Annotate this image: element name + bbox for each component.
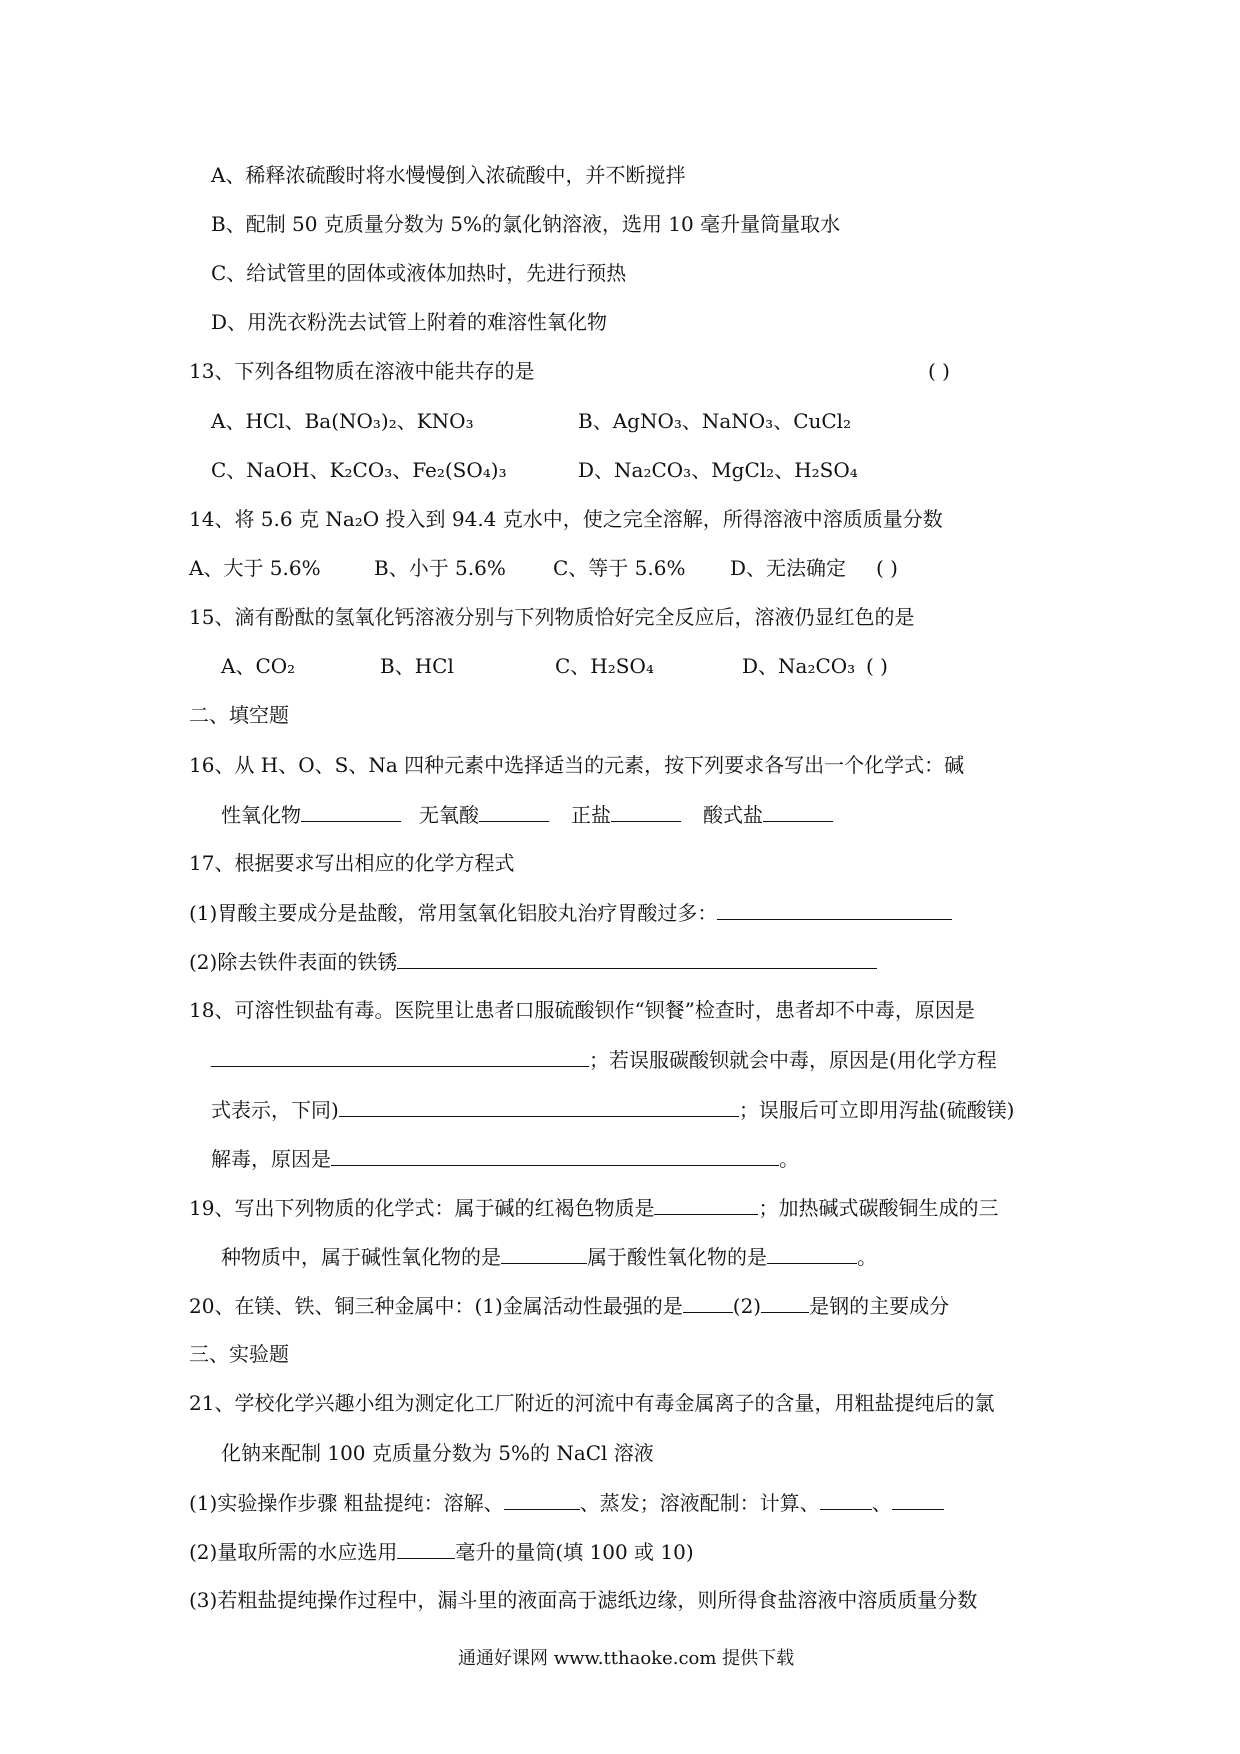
blank-q20-steel[interactable] [761, 1292, 809, 1313]
section-heading-experiment: 三、实验题 [189, 1342, 289, 1366]
q13-option-a: A、HCl、Ba(NO₃)₂、KNO₃ [211, 409, 474, 433]
q15-stem: 15、滴有酚酞的氢氧化钙溶液分别与下列物质恰好完全反应后，溶液仍显红色的是 [189, 605, 915, 629]
q19-line1 [189, 1194, 998, 1221]
q14-answer-paren: ( ) [876, 556, 898, 580]
q14-stem: 14、将 5.6 克 Na₂O 投入到 94.4 克水中，使之完全溶解，所得溶液中溶质质量分数 [189, 507, 943, 531]
q14-option-a: A、大于 5.6% [189, 556, 321, 580]
q18-line4-text-a: 解毒，原因是 [211, 1147, 331, 1171]
q18-line2 [211, 1046, 997, 1073]
blank-q21-cylinder[interactable] [397, 1538, 455, 1559]
q17-part2-text: (2)除去铁件表面的铁锈 [189, 950, 398, 974]
q21-part1 [189, 1489, 944, 1516]
q21-part2-b: 毫升的量筒(填 100 或 10) [455, 1540, 694, 1564]
blank-q21-step3[interactable] [892, 1489, 944, 1510]
label-acid-salt: 酸式盐 [703, 803, 763, 827]
blank-q17-part1[interactable] [717, 899, 952, 920]
label-oxygen-free-acid: 无氧酸 [419, 803, 479, 827]
blank-q19-acid-oxide[interactable] [767, 1243, 857, 1264]
blank-basic-oxide[interactable] [301, 801, 401, 822]
q13-option-b: B、AgNO₃、NaNO₃、CuCl₂ [578, 409, 852, 433]
q13-option-c: C、NaOH、K₂CO₃、Fe₂(SO₄)₃ [211, 458, 507, 482]
q20-text-c: 是钢的主要成分 [809, 1294, 950, 1318]
label-normal-salt: 正盐 [571, 803, 611, 827]
blank-q19-basic-oxide[interactable] [501, 1243, 587, 1264]
q18-line2-text: ；若误服碳酸钡就会中毒，原因是(用化学方程 [589, 1048, 997, 1072]
blank-q21-step2[interactable] [820, 1489, 872, 1510]
q13-answer-paren: ( ) [928, 359, 950, 383]
q19-line2-b: 属于酸性氧化物的是 [587, 1245, 767, 1269]
blank-q17-part2[interactable] [397, 948, 877, 969]
section-heading-fill-in: 二、填空题 [189, 703, 289, 727]
q18-stem: 18、可溶性钡盐有毒。医院里让患者口服硫酸钡作“钡餐”检查时，患者却不中毒，原因是 [189, 998, 975, 1022]
q15-option-b: B、HCl [380, 654, 454, 678]
blank-oxygen-free-acid[interactable] [479, 801, 549, 822]
q19-stem-b: ；加热碱式碳酸铜生成的三 [758, 1196, 999, 1220]
blank-q18-equation[interactable] [339, 1096, 739, 1117]
label-basic-oxide: 性氧化物 [221, 803, 301, 827]
q12-option-d: D、用洗衣粉洗去试管上附着的难溶性氧化物 [211, 310, 608, 334]
blank-normal-salt[interactable] [611, 801, 681, 822]
q18-line4-text-b: 。 [779, 1147, 799, 1171]
q14-option-d: D、无法确定 [730, 556, 847, 580]
blank-q19-base[interactable] [654, 1194, 758, 1215]
q20-text-b: (2) [732, 1294, 762, 1318]
blank-q20-most-active[interactable] [683, 1292, 733, 1313]
q16-line2 [221, 801, 833, 828]
q21-part1-c: 、 [871, 1491, 892, 1515]
q17-stem: 17、根据要求写出相应的化学方程式 [189, 851, 515, 875]
blank-q21-filter[interactable] [504, 1489, 580, 1510]
q17-part1-text: (1)胃酸主要成分是盐酸，常用氢氧化铝胶丸治疗胃酸过多： [189, 901, 718, 925]
q13-option-d: D、Na₂CO₃、MgCl₂、H₂SO₄ [578, 458, 858, 482]
q21-part3: (3)若粗盐提纯操作过程中，漏斗里的液面高于滤纸边缘，则所得食盐溶液中溶质质量分数 [189, 1588, 978, 1612]
q16-stem: 16、从 H、O、S、Na 四种元素中选择适当的元素，按下列要求各写出一个化学式：碱 [189, 753, 965, 777]
q17-part1 [189, 899, 952, 926]
q12-option-c: C、给试管里的固体或液体加热时，先进行预热 [211, 261, 627, 285]
q15-option-d: D、Na₂CO₃ [742, 654, 856, 678]
blank-q18-detox[interactable] [331, 1145, 779, 1166]
q20-line [189, 1292, 949, 1319]
q12-option-b: B、配制 50 克质量分数为 5%的氯化钠溶液，选用 10 毫升量筒量取水 [211, 212, 841, 236]
q21-part2-a: (2)量取所需的水应选用 [189, 1540, 398, 1564]
q13-stem: 13、下列各组物质在溶液中能共存的是 [189, 359, 535, 383]
q15-option-c: C、H₂SO₄ [555, 654, 654, 678]
q18-line3 [211, 1096, 1014, 1123]
q21-stem: 21、学校化学兴趣小组为测定化工厂附近的河流中有毒金属离子的含量，用粗盐提纯后的氯 [189, 1391, 995, 1415]
blank-acid-salt[interactable] [763, 801, 833, 822]
q19-line2-c: 。 [857, 1245, 877, 1269]
q18-line3-text-a: 式表示，下同) [211, 1098, 339, 1122]
q17-part2 [189, 948, 877, 975]
q19-line2-a: 种物质中，属于碱性氧化物的是 [221, 1245, 501, 1269]
q15-answer-paren: ( ) [866, 654, 888, 678]
q21-part1-b: 、蒸发；溶液配制：计算、 [579, 1491, 820, 1515]
q18-line3-text-b: ；误服后可立即用泻盐(硫酸镁) [738, 1098, 1015, 1122]
q14-option-c: C、等于 5.6% [553, 556, 686, 580]
blank-q18-reason[interactable] [211, 1046, 589, 1067]
q15-option-a: A、CO₂ [221, 654, 296, 678]
q21-part1-a: (1)实验操作步骤 粗盐提纯：溶解、 [189, 1491, 504, 1515]
q19-line2 [221, 1243, 877, 1270]
q20-text-a: 20、在镁、铁、铜三种金属中：(1)金属活动性最强的是 [189, 1294, 683, 1318]
q21-line2: 化钠来配制 100 克质量分数为 5%的 NaCl 溶液 [221, 1441, 654, 1465]
q18-line4 [211, 1145, 799, 1172]
q14-option-b: B、小于 5.6% [374, 556, 506, 580]
q21-part2 [189, 1538, 694, 1565]
q12-option-a: A、稀释浓硫酸时将水慢慢倒入浓硫酸中，并不断搅拌 [211, 163, 686, 187]
q19-stem-a: 19、写出下列物质的化学式：属于碱的红褐色物质是 [189, 1196, 655, 1220]
page-footer: 通通好课网 www.tthaoke.com 提供下载 [458, 1648, 795, 1669]
